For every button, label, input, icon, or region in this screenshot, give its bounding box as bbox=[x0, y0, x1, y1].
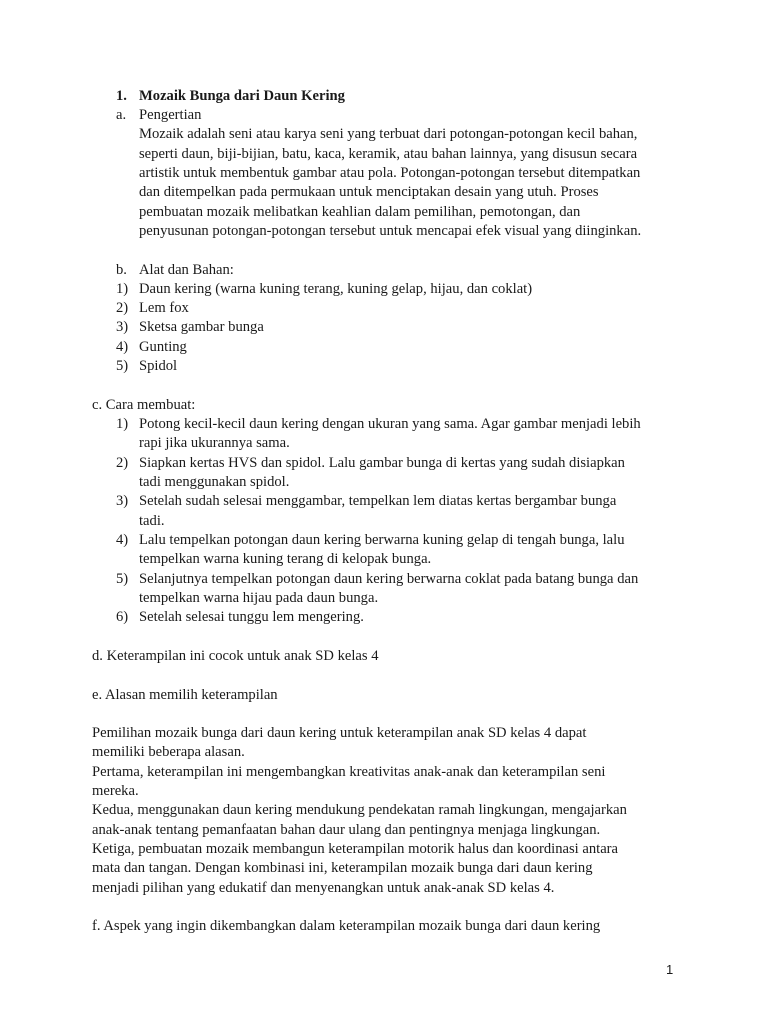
material-item: Gunting bbox=[139, 339, 187, 355]
reasons-line: Pemilihan mozaik bunga dari daun kering untuk keterampilan anak SD kelas 4 dapat bbox=[92, 725, 587, 741]
definition-line: penyusunan potongan-potongan tersebut untuk mencapai efek visual yang diinginkan. bbox=[139, 223, 642, 239]
reasons-line: mata dan tangan. Dengan kombinasi ini, keterampilan mozaik bunga dari daun kering bbox=[92, 860, 593, 876]
section-title: Mozaik Bunga dari Daun Kering bbox=[139, 88, 345, 104]
material-number: 1) bbox=[116, 281, 129, 297]
definition-line: seperti daun, biji-bijian, batu, kaca, keramik, atau bahan lainnya, yang disusun secara bbox=[139, 146, 638, 162]
reasons-line: memiliki beberapa alasan. bbox=[92, 744, 245, 760]
definition-line: pembuatan mozaik melibatkan keahlian dalam pemilihan, pemotongan, dan bbox=[139, 204, 581, 220]
step-line: Lalu tempelkan potongan daun kering berwarna kuning gelap di tengah bunga, lalu bbox=[139, 532, 625, 548]
steps-heading: c. Cara membuat: bbox=[92, 397, 196, 413]
step-line: tadi menggunakan spidol. bbox=[139, 474, 290, 490]
step-number: 3) bbox=[116, 493, 129, 509]
step-line: Selanjutnya tempelkan potongan daun kering berwarna coklat pada batang bunga dan bbox=[139, 571, 639, 587]
reasons-line: anak-anak tentang pemanfaatan bahan daur ulang dan pentingnya menjaga lingkungan. bbox=[92, 822, 601, 838]
step-line: tempelkan warna hijau pada daun bunga. bbox=[139, 590, 379, 606]
grade-suitability: d. Keterampilan ini cocok untuk anak SD kelas 4 bbox=[92, 648, 379, 664]
reasons-line: Ketiga, pembuatan mozaik membangun keterampilan motorik halus dan koordinasi antara bbox=[92, 841, 619, 857]
step-line: tadi. bbox=[139, 513, 165, 529]
material-item: Spidol bbox=[139, 358, 178, 374]
step-number: 2) bbox=[116, 455, 129, 471]
step-line: Siapkan kertas HVS dan spidol. Lalu gambar bunga di kertas yang sudah disiapkan bbox=[139, 455, 625, 471]
step-number: 5) bbox=[116, 571, 129, 587]
reasons-line: mereka. bbox=[92, 783, 139, 799]
sub-b-label: Alat dan Bahan: bbox=[139, 262, 234, 278]
step-line: Setelah sudah selesai menggambar, tempelkan lem diatas kertas bergambar bunga bbox=[139, 493, 617, 509]
material-item: Sketsa gambar bunga bbox=[139, 319, 264, 335]
reasons-heading: e. Alasan memilih keterampilan bbox=[92, 687, 278, 703]
material-number: 3) bbox=[116, 319, 129, 335]
definition-line: dan ditempelkan pada permukaan untuk menciptakan desain yang utuh. Proses bbox=[139, 184, 599, 200]
section-number: 1. bbox=[116, 88, 127, 104]
step-line: tempelkan warna kuning terang di kelopak bunga. bbox=[139, 551, 432, 567]
step-line: Setelah selesai tunggu lem mengering. bbox=[139, 609, 364, 625]
step-number: 4) bbox=[116, 532, 129, 548]
step-number: 6) bbox=[116, 609, 129, 625]
reasons-line: Pertama, keterampilan ini mengembangkan kreativitas anak-anak dan keterampilan seni bbox=[92, 764, 606, 780]
reasons-line: menjadi pilihan yang edukatif dan menyenangkan untuk anak-anak SD kelas 4. bbox=[92, 880, 555, 896]
sub-a-label: Pengertian bbox=[139, 107, 202, 123]
material-number: 5) bbox=[116, 358, 129, 374]
page-number: 1 bbox=[666, 962, 674, 977]
definition-line: Mozaik adalah seni atau karya seni yang terbuat dari potongan-potongan kecil bahan, bbox=[139, 126, 638, 142]
sub-b-marker: b. bbox=[116, 262, 127, 278]
material-item: Lem fox bbox=[139, 300, 189, 316]
aspects-heading: f. Aspek yang ingin dikembangkan dalam keterampilan mozaik bunga dari daun kering bbox=[92, 918, 601, 934]
material-item: Daun kering (warna kuning terang, kuning gelap, hijau, dan coklat) bbox=[139, 281, 533, 297]
definition-line: artistik untuk membentuk gambar atau pola. Potongan-potongan tersebut ditempatkan bbox=[139, 165, 641, 181]
step-line: Potong kecil-kecil daun kering dengan ukuran yang sama. Agar gambar menjadi lebih bbox=[139, 416, 641, 432]
step-number: 1) bbox=[116, 416, 129, 432]
step-line: rapi jika ukurannya sama. bbox=[139, 435, 290, 451]
sub-a-marker: a. bbox=[116, 107, 127, 123]
material-number: 4) bbox=[116, 339, 129, 355]
material-number: 2) bbox=[116, 300, 129, 316]
reasons-line: Kedua, menggunakan daun kering mendukung pendekatan ramah lingkungan, mengajarkan bbox=[92, 802, 627, 818]
